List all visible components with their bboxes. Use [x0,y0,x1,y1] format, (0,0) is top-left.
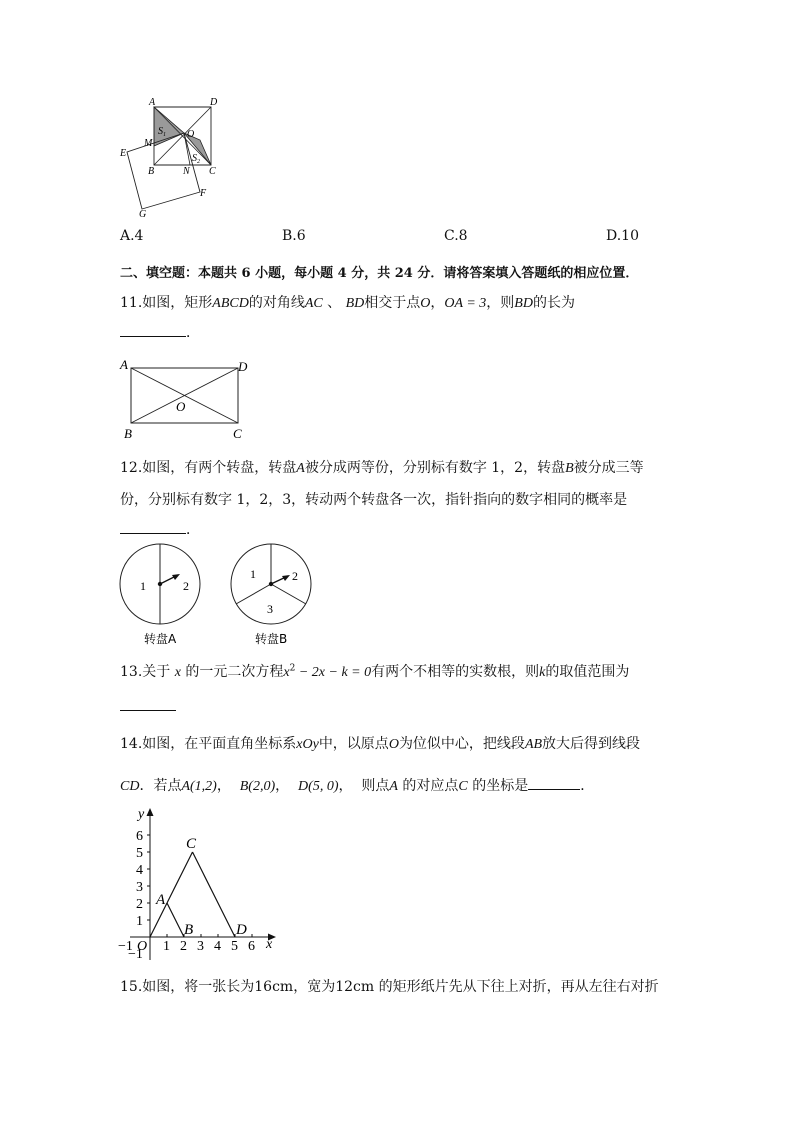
label-c: C [233,426,242,441]
label-a: A [149,97,156,108]
wheel-a-caption: 转盘A [144,632,177,646]
svg-text:4: 4 [214,939,221,954]
answer-blank[interactable] [120,519,186,534]
wheel-b-caption: 转盘B [255,632,288,646]
q12-text-line1: 12.如图，有两个转盘，转盘A被分成两等份，分别标有数字 1，2，转盘B被分成三等 [120,460,644,476]
q15-text-line1: 15.如图，将一张长为16cm，宽为12cm 的矩形纸片先从下往上对折，再从左往右对折 [120,979,659,995]
q14-graph [114,802,284,966]
svg-text:5: 5 [231,939,238,954]
label-d: D [238,359,248,374]
label-m: M [144,138,153,149]
svg-text:6: 6 [248,939,255,954]
q10-option-d: D.10 [606,228,639,244]
svg-text:3: 3 [136,880,143,895]
q11-text-line1: 11.如图，矩形ABCD的对角线AC 、 BD相交于点O，OA = 3，则BD的长为 [120,295,575,311]
label-c: C [209,166,216,177]
svg-text:3: 3 [197,939,204,954]
label-a: A [120,357,128,372]
svg-text:−1: −1 [128,947,143,962]
label-e: E [120,148,127,159]
svg-text:2: 2 [136,897,143,912]
q10-figure [112,92,232,220]
q11-figure [116,356,256,444]
svg-text:−1: −1 [118,939,133,954]
point-c-label: C [186,836,197,852]
q14-text-line2: CD．若点A(1,2)， B(2,0)， D(5, 0)， 则点A 的对应点C 的坐标是 ． [120,778,595,794]
q10-option-b: B.6 [282,228,306,244]
q13-text: 13.关于 x 的一元二次方程$x^2 - 2x - k = 0$有两个不相等的实数根，则k的取值范围为 [120,663,630,680]
label-o: O [176,399,186,414]
q12-text-line2: 份，分别标有数字 1，2，3，转动两个转盘各一次，指针指向的数字相同的概率是 [120,492,628,508]
segment-ac [167,852,193,903]
svg-text:2: 2 [180,939,187,954]
svg-text:2: 2 [183,579,189,593]
label-s2: $S_2$ [192,153,200,165]
q10-option-c: C.8 [444,228,468,244]
svg-text:2: 2 [292,569,298,583]
label-d: D [210,97,218,108]
q14-text-line1: 14.如图，在平面直角坐标系xOy中，以原点O为位似中心，把线段AB放大后得到线段 [120,736,641,752]
label-b: B [148,166,155,177]
answer-blank[interactable] [120,322,186,337]
q12-answer-line: ． [120,519,200,539]
section-heading: 二、填空题：本题共 6 小题，每小题 4 分，共 24 分．请将答案填入答题纸的相应位置． [120,266,639,281]
svg-text:5: 5 [136,846,143,861]
point-a-label: A [156,892,166,908]
point-b-label: B [184,922,194,938]
q11-answer-line: ． [120,322,200,342]
segment-oa [150,903,167,937]
label-o: O [187,129,195,140]
q12-wheel-a [116,542,208,650]
segment-cd [193,852,236,937]
svg-text:6: 6 [136,829,143,844]
label-s1: $S_1$ [158,126,166,138]
x-axis-label: x [266,937,273,952]
svg-text:1: 1 [136,914,143,929]
segment-ab [167,903,184,937]
svg-text:1: 1 [163,939,170,954]
label-n: N [183,166,190,177]
q10-option-a: A.4 [120,228,144,244]
q13-answer-blank[interactable] [120,696,176,711]
answer-blank[interactable] [528,777,580,790]
point-d-label: D [236,922,247,938]
q12-wheel-b [226,542,318,650]
label-f: F [200,188,207,199]
svg-text:4: 4 [136,863,143,878]
origin-label: O [137,939,148,954]
svg-text:1: 1 [250,567,256,581]
svg-text:1: 1 [140,579,146,593]
label-b: B [124,426,132,441]
label-g: G [139,209,147,220]
y-axis-label: y [138,807,145,822]
svg-text:3: 3 [267,602,273,616]
